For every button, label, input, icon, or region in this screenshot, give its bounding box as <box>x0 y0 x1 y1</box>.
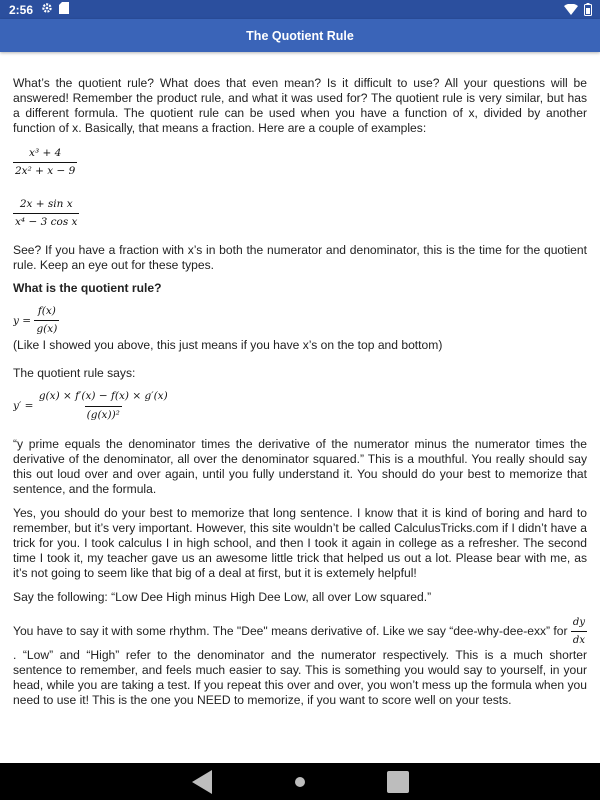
rhythm-paragraph <box>13 615 587 709</box>
back-icon <box>190 769 214 795</box>
example1-numerator: x³ + 4 <box>29 147 62 160</box>
rhythm-text-b: . “Low” and “High” refer to the denominator and the numerator respectively. This is a much shorter sentence to remember, and feels much easier to say. This is something you would say to yourself, in your head, while you are taking a test. If you repeat this over and over, you won’t mess up the formula when you need to use it! This is the one you NEED to memorize, if you want to score well on your tests. <box>13 647 587 707</box>
formula-yprime-lhs: y′ = <box>13 400 34 413</box>
dydx-fraction <box>571 615 587 648</box>
like-paragraph: (Like I showed you above, this just means if you have x’s on the top and bottom) <box>13 338 443 353</box>
say-paragraph: Say the following: “Low Dee High minus High Dee Low, all over Low squared.” <box>13 590 432 605</box>
recents-button[interactable] <box>378 763 418 800</box>
dydx-denominator: dx <box>571 631 587 648</box>
yprime-paragraph: “y prime equals the denominator times the derivative of the numerator minus the numerator times the derivative of the denominator, all over the denominator squared.” This is a mouthful. You really should say this out loud over and over again, until you fully understand it. You should do your best to memorize that sentence, and the formula. <box>13 436 587 496</box>
formula-y-numerator: f(x) <box>37 305 56 318</box>
status-time: 2:56 <box>9 2 34 17</box>
see-paragraph: See? If you have a fraction with x’s in both the numerator and denominator, this is the time for the quotient rule. Keep an eye out for these types. <box>13 242 587 272</box>
wifi-icon <box>564 4 578 19</box>
page-title: The Quotient Rule <box>246 28 354 43</box>
formula-yprime <box>13 389 587 422</box>
sd-card-icon <box>59 2 69 17</box>
memorize-paragraph: Yes, you should do your best to memorize that long sentence. I know that it is kind of boring and hard to remember, but it’s very important. However, this site wouldn’t be called CalculusTricks.com if I didn’t have a trick for you. I took calculus I in high school, and then I took it again in college as a refresher. The second time I took it, my teacher gave us an awesome little trick that helped us out a lot. Please bear with me, as it’s not going to seem like that big of a deal at first, but it is extemely helpful! <box>13 505 587 581</box>
article-content[interactable] <box>13 76 587 761</box>
formula-y-lhs: y = <box>13 314 32 327</box>
example1-denominator: 2x² + x − 9 <box>13 162 77 179</box>
home-button[interactable] <box>280 763 320 800</box>
dydx-numerator: dy <box>572 616 585 628</box>
navigation-bar <box>0 763 600 800</box>
gear-icon <box>41 2 53 17</box>
says-paragraph: The quotient rule says: <box>13 366 136 381</box>
app-bar <box>0 19 600 52</box>
example2-numerator: 2x + sin x <box>19 197 73 210</box>
battery-icon <box>584 3 592 19</box>
example-fraction-1 <box>13 146 587 179</box>
intro-paragraph: What’s the quotient rule? What does that even mean? Is it difficult to use? All your questions will be answered! Remember the product rule, and what it was used for? The quotient rule is very similar, but has a different formula. The quotient rule can be used when you have a function of x, divided by another function of x. Basically, that means a fraction. Here are a couple of examples: <box>13 76 587 136</box>
status-bar <box>0 0 600 19</box>
example2-denominator: x⁴ − 3 cos x <box>13 213 79 230</box>
formula-y-denominator: g(x) <box>34 320 59 337</box>
recents-icon <box>386 770 410 794</box>
rhythm-text-a: You have to say it with some rhythm. The "Dee" means derivative of. Like we say “dee-why-dee-exx” for <box>13 623 568 638</box>
formula-yprime-numerator: g(x) × f′(x) − f(x) × g′(x) <box>38 390 168 403</box>
formula-yprime-denominator: (g(x))² <box>85 406 122 423</box>
back-button[interactable] <box>182 763 222 800</box>
section-heading: What is the quotient rule? <box>13 280 162 295</box>
formula-y <box>13 304 587 337</box>
example-fraction-2 <box>13 197 587 230</box>
home-icon <box>294 776 306 788</box>
